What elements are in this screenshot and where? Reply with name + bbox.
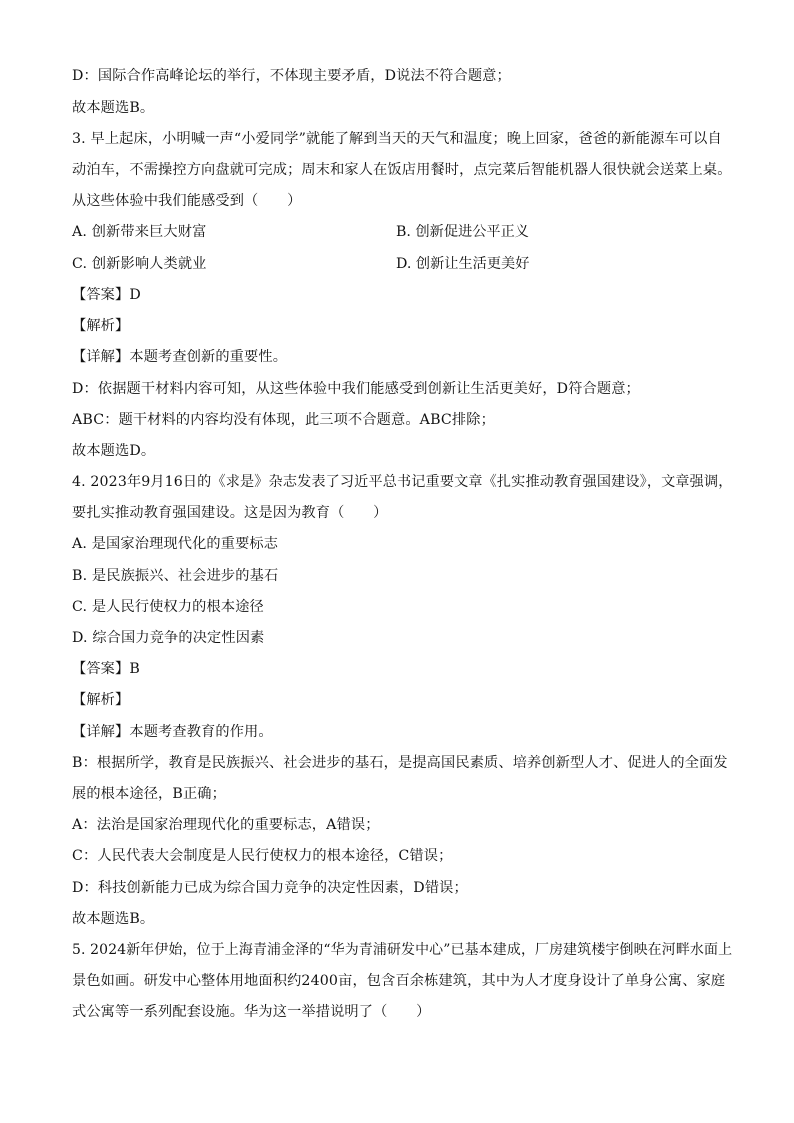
q3-conclusion: 故本题选D。 [72, 443, 156, 459]
q3-explanation-abc: ABC：题干材料的内容均没有体现，此三项不合题意。ABC排除； [72, 412, 495, 428]
q2-conclusion: 故本题选B。 [72, 100, 155, 116]
q4-detail: 【详解】本题考查教育的作用。 [72, 724, 273, 740]
q4-explanation-c: C：人民代表大会制度是人民行使权力的根本途径，C错误； [72, 848, 453, 864]
q3-analysis-label: 【解析】 [72, 318, 130, 334]
q3-option-d: D. 创新让生活更美好 [396, 256, 530, 272]
q4-analysis-label: 【解析】 [72, 692, 130, 708]
q3-stem-line-1: 3. 早上起床，小明喊一声“小爱同学”就能了解到当天的天气和温度；晚上回家，爸爸的新能源车可以自 [72, 131, 722, 147]
q3-option-a: A. 创新带来巨大财富 [72, 224, 207, 240]
q5-stem-line-3: 式公寓等一系列配套设施。华为这一举措说明了（ ） [72, 1004, 431, 1020]
q4-option-a: A. 是国家治理现代化的重要标志 [72, 536, 279, 552]
q3-detail: 【详解】本题考查创新的重要性。 [72, 349, 288, 365]
q4-stem-line-1: 4. 2023年9月16日的《求是》杂志发表了习近平总书记重要文章《扎实推动教育强国建设》，文章强调， [72, 474, 733, 490]
q3-option-b: B. 创新促进公平正义 [396, 224, 529, 240]
q3-answer: 【答案】D [72, 287, 141, 303]
q4-explanation-b-line-2: 展的根本途径，B正确； [72, 786, 226, 802]
q4-explanation-a: A：法治是国家治理现代化的重要标志，A错误； [72, 817, 380, 833]
q2-explanation-d: D：国际合作高峰论坛的举行，不体现主要矛盾，D说法不符合题意； [72, 68, 511, 84]
q4-answer: 【答案】B [72, 661, 140, 677]
q4-option-d: D. 综合国力竞争的决定性因素 [72, 630, 265, 646]
q4-stem-line-2: 要扎实推动教育强国建设。这是因为教育（ ） [72, 505, 388, 521]
q4-explanation-b-line-1: B：根据所学，教育是民族振兴、社会进步的基石，是提高国民素质、培养创新型人才、促进人的全面发 [72, 755, 728, 771]
q3-explanation-d: D：依据题干材料内容可知，从这些体验中我们能感受到创新让生活更美好，D符合题意； [72, 381, 640, 397]
q4-option-b: B. 是民族振兴、社会进步的基石 [72, 568, 279, 584]
q5-stem-line-1: 5. 2024新年伊始，位于上海青浦金泽的“华为青浦研发中心”已基本建成，厂房建筑楼宇倒映在河畔水面上 [72, 942, 733, 958]
q4-option-c: C. 是人民行使权力的根本途径 [72, 599, 264, 615]
q3-stem-line-3: 从这些体验中我们能感受到（ ） [72, 193, 302, 209]
q4-conclusion: 故本题选B。 [72, 911, 155, 927]
q3-stem-line-2: 动泊车，不需操控方向盘就可完成；周末和家人在饭店用餐时，点完菜后智能机器人很快就会送菜上桌。 [72, 162, 732, 178]
q4-explanation-d: D：科技创新能力已成为综合国力竞争的决定性因素，D错误； [72, 880, 468, 896]
q5-stem-line-2: 景色如画。研发中心整体用地面积约2400亩，包含百余栋建筑，其中为人才度身设计了单身公寓、家庭 [72, 973, 726, 989]
q3-option-c: C. 创新影响人类就业 [72, 256, 207, 272]
